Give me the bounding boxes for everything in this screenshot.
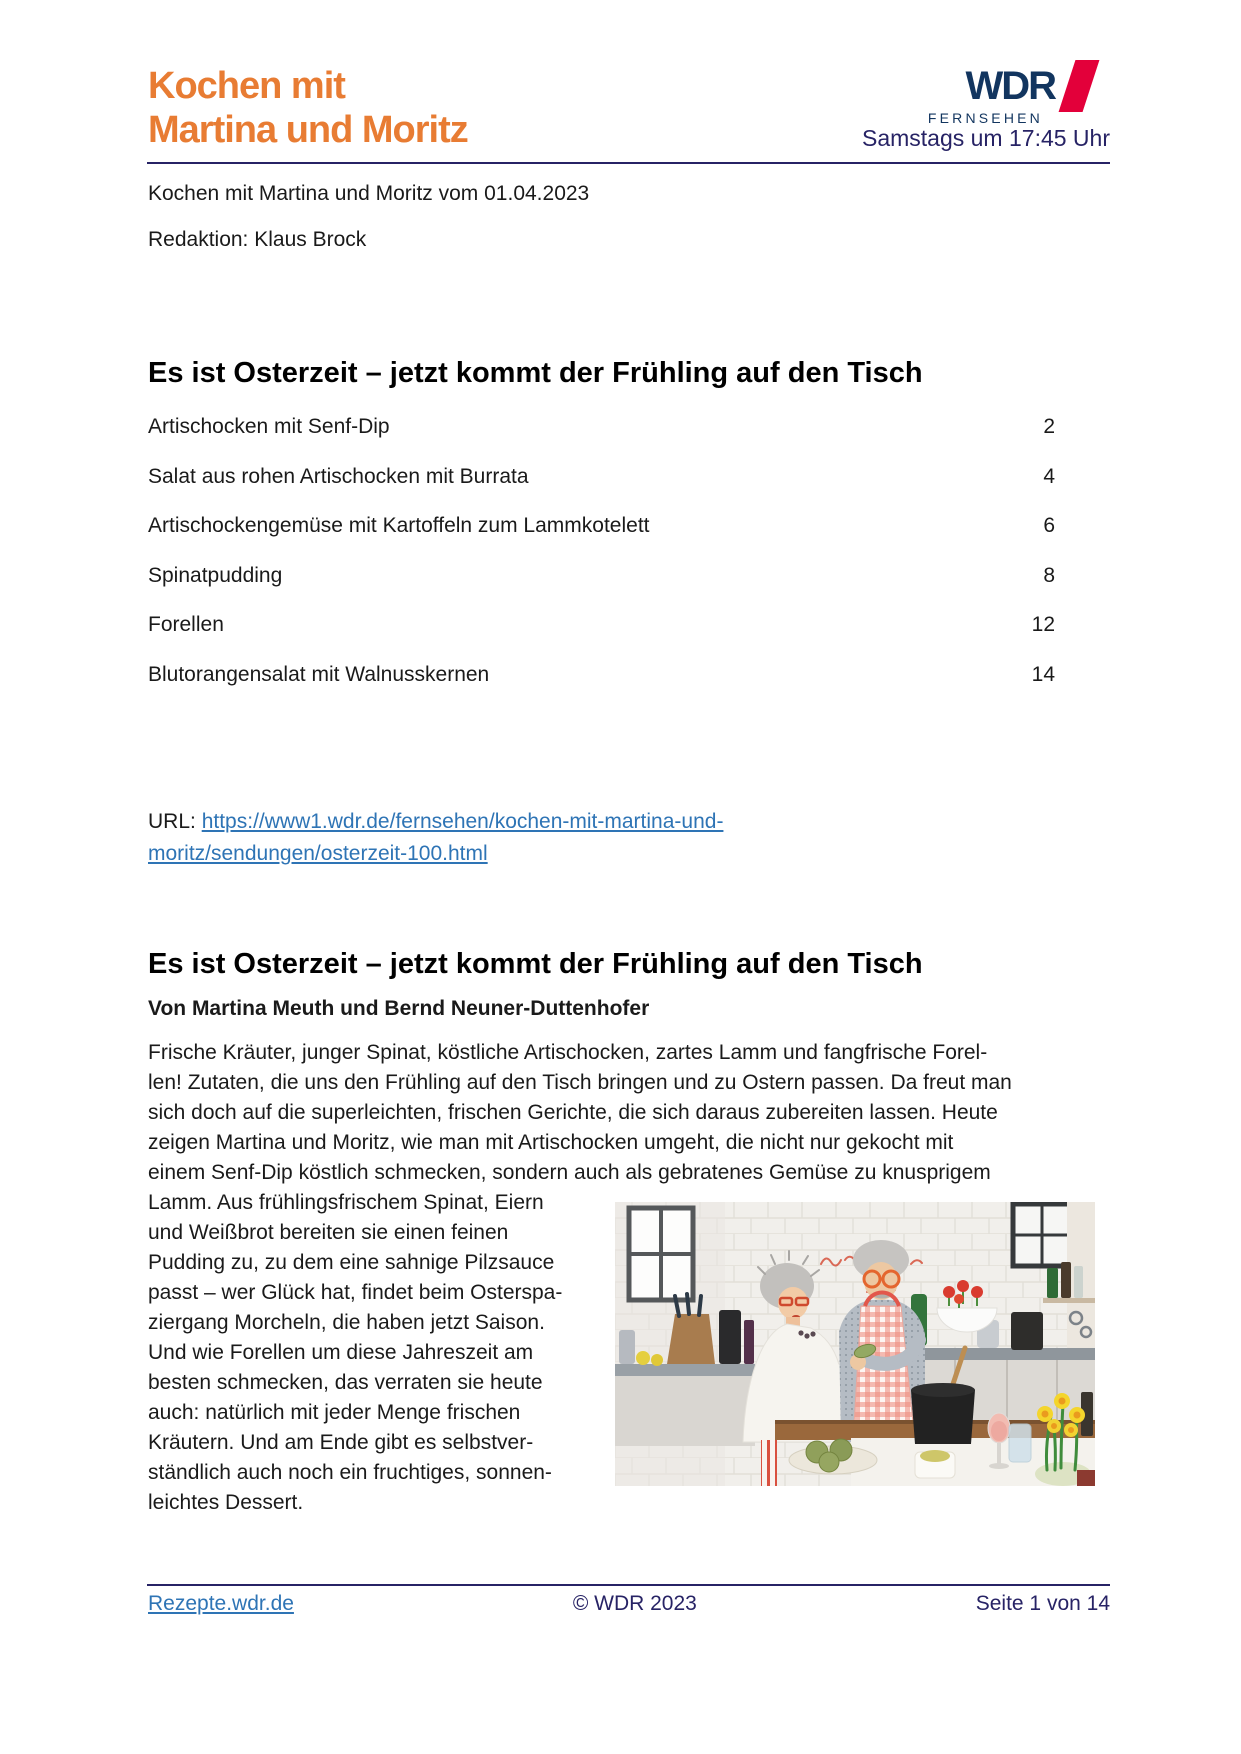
toc-row [148,511,1055,541]
toc-row [148,412,1055,442]
toc-label: Artischocken mit Senf-Dip [148,415,390,438]
article-heading: Es ist Osterzeit – jetzt kommt der Frühling auf den Tisch [148,948,923,980]
footer [148,1592,1110,1616]
text-line: Und wie Forellen um diese Jahreszeit am [148,1341,534,1364]
text-line: len! Zutaten, die uns den Frühling auf den Tisch bringen und zu Ostern passen. Da freut man [148,1071,1012,1094]
text-line: einem Senf-Dip köstlich schmecken, sondern auch als gebratenes Gemüse zu knusprigem [148,1161,991,1184]
text-line: auch: natürlich mit jeder Menge frischen [148,1401,521,1424]
header-divider [147,162,1110,164]
toc-page-number: 4 [1043,464,1055,488]
text-line: Kräutern. Und am Ende gibt es selbstver- [148,1431,534,1454]
footer-copyright: © WDR 2023 [572,1592,697,1615]
toc-page-number: 2 [1043,415,1055,438]
footer-divider [147,1584,1110,1586]
text-line: besten schmecken, das verraten sie heute [148,1371,543,1394]
text-line: passt – wer Glück hat, findet beim Osterspa- [148,1281,563,1304]
toc-page-number: 6 [1043,514,1055,537]
toc-label: Artischockengemüse mit Kartoffeln zum Lammkotelett [148,514,650,537]
url-label: URL: [148,810,196,833]
toc-row [148,462,1055,492]
url-section [148,806,723,870]
wdr-logo-slash-icon [1059,60,1100,112]
broadcast-time: Samstags um 17:45 Uhr [861,125,1110,151]
episode-title: Kochen mit Martina und Moritz vom 01.04.2023 [148,182,590,205]
show-title-line2: Martina und Moritz [148,109,468,151]
text-line: und Weißbrot bereiten sie einen feinen [148,1221,509,1244]
kitchen-photo [615,1202,1095,1486]
table-of-contents [148,412,1055,709]
text-line: Lamm. Aus frühlingsfrischem Spinat, Eiern [148,1191,544,1214]
episode-url-link[interactable]: https://www1.wdr.de/fernsehen/kochen-mit-martina-und- [201,810,724,833]
text-line: zeigen Martina und Moritz, wie man mit Artischocken umgeht, die nicht nur gekocht mit [148,1131,954,1154]
show-title [148,64,468,152]
url-line-2 [148,838,723,870]
url-line-1 [148,806,723,838]
show-title-line1: Kochen mit [148,65,345,107]
text-line: Frische Kräuter, junger Spinat, köstliche Artischocken, zartes Lamm und fangfrische Forel- [148,1041,988,1064]
toc-label: Spinatpudding [148,563,283,587]
text-line: ständlich auch noch ein fruchtiges, sonnen- [148,1461,552,1484]
toc-row [148,610,1055,640]
toc-label: Forellen [148,613,224,636]
toc-label: Salat aus rohen Artischocken mit Burrata [148,464,529,488]
text-line: ziergang Morcheln, die haben jetzt Saison. [148,1311,545,1334]
text-line: leichtes Dessert. [148,1491,304,1514]
toc-page-number: 14 [1031,662,1055,686]
editor-credit: Redaktion: Klaus Brock [148,228,367,251]
episode-url-link-continued[interactable]: moritz/sendungen/osterzeit-100.html [148,842,488,865]
toc-label: Blutorangensalat mit Walnusskernen [148,662,490,686]
toc-page-number: 8 [1043,563,1055,587]
toc-page-number: 12 [1031,613,1055,636]
wdr-logo-subtitle: FERNSEHEN [927,110,1043,126]
article-wrap-text [148,1188,608,1518]
article-intro [148,1038,1012,1188]
footer-site-link[interactable]: Rezepte.wdr.de [148,1592,294,1615]
toc-row [148,561,1055,591]
wdr-logo-text: WDR [965,64,1055,108]
text-line: sich doch auf die superleichten, frischen Gerichte, die sich daraus zubereiten lassen. Heute [148,1101,998,1124]
text-line: Pudding zu, zu dem eine sahnige Pilzsauce [148,1251,555,1274]
footer-page-indicator: Seite 1 von 14 [975,1592,1110,1615]
article-byline: Von Martina Meuth und Bernd Neuner-Duttenhofer [148,997,650,1020]
toc-row [148,660,1055,690]
toc-heading: Es ist Osterzeit – jetzt kommt der Frühling auf den Tisch [148,357,923,389]
